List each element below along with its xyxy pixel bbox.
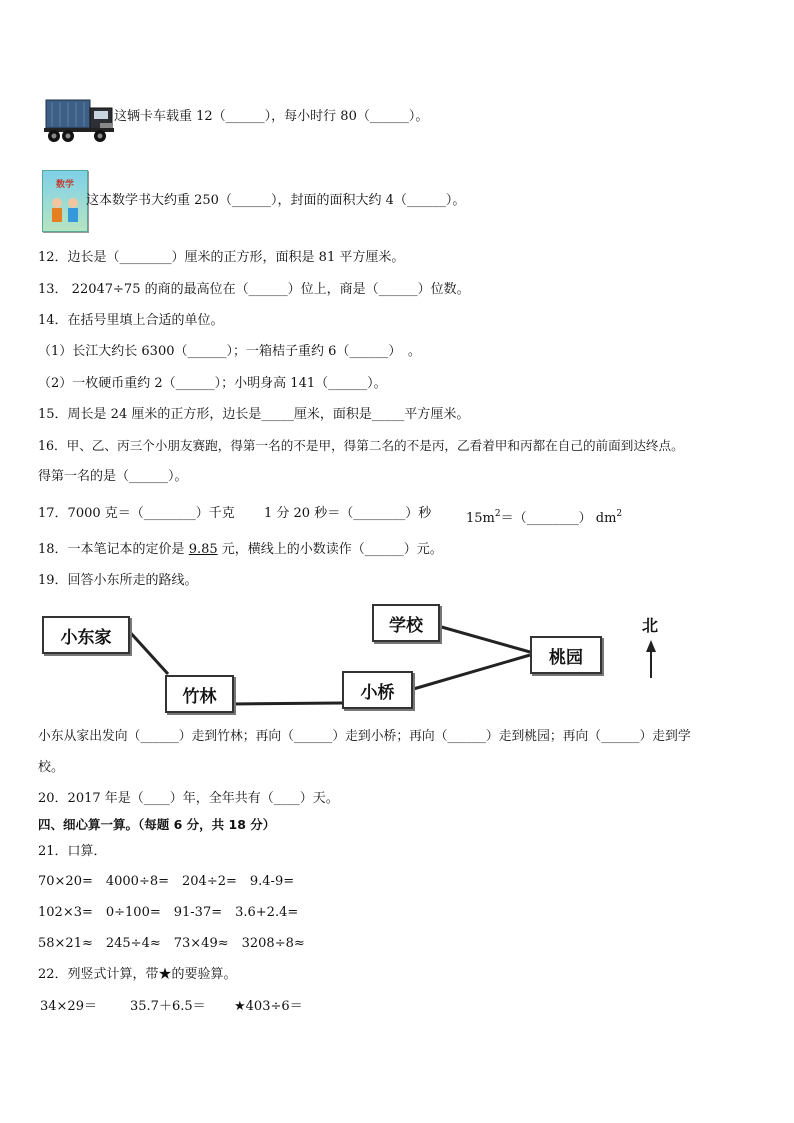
q17-part3: [466, 505, 622, 528]
q22-title: 22．列竖式计算，带★的要验算。: [38, 967, 237, 982]
q16-line1: 16．甲、乙、丙三个小朋友赛跑，得第一名的不是甲，得第二名的不是丙，乙看着甲和丙都在自己的前面到达终点。: [38, 438, 684, 453]
map-place-peach: 桃园: [530, 636, 602, 674]
q15: 15．周长是 24 厘米的正方形，边长是_____厘米，面积是_____平方厘米。: [38, 407, 470, 422]
q17-part3-a: 15m: [466, 511, 495, 526]
q16-line2: 得第一名的是（______）。: [38, 469, 188, 484]
q17-part3-sup2: 2: [616, 509, 623, 519]
book-cover-label: 数学: [55, 180, 74, 190]
q17-part3-b: ＝（________） dm: [500, 511, 617, 526]
q13: 13． 22047÷75 的商的最高位在（______）位上，商是（______）位数。: [38, 282, 470, 297]
map-place-bridge: 小桥: [342, 671, 413, 709]
q18-before: 18．一本笔记本的定价是: [38, 542, 189, 557]
map-place-bamboo: 竹林: [165, 675, 234, 713]
q18-price: 9.85: [188, 542, 218, 557]
q18: [38, 541, 443, 559]
q19-answer-line1: 小东从家出发向（______）走到竹林；再向（______）走到小桥；再向（______）走到桃园；再向（______）走到学: [38, 729, 691, 744]
q21-row1: 70×20= 4000÷8= 204÷2= 9.4-9=: [38, 874, 295, 889]
q17-part3-sup: 2: [494, 509, 501, 519]
q21-row2: 102×3= 0÷100= 91-37= 3.6+2.4=: [38, 905, 299, 920]
q17-part2: 1 分 20 秒＝（________）秒: [264, 506, 432, 521]
q14-item1: （1）长江大约长 6300（______）；一箱桔子重约 6（______） 。: [38, 344, 421, 359]
map-place-school: 学校: [372, 604, 440, 642]
children-illustration-icon: [47, 195, 83, 225]
section-4-title: 四、细心算一算。（每题 6 分，共 18 分）: [38, 817, 276, 832]
q18-after: 元，横线上的小数读作（______）元。: [217, 542, 443, 557]
math-book-icon: [42, 170, 88, 232]
q21-row3: 58×21≈ 245÷4≈ 73×49≈ 3208÷8≈: [38, 936, 305, 951]
q12: 12．边长是（________）厘米的正方形，面积是 81 平方厘米。: [38, 250, 405, 265]
q17-part1: 17．7000 克＝（________）千克: [38, 506, 235, 521]
q22-item-3: ★403÷6＝: [234, 999, 303, 1014]
q10-truck-text: 这辆卡车载重 12（______），每小时行 80（______）。: [114, 109, 429, 124]
truck-icon: [44, 96, 116, 144]
q20: 20．2017 年是（____）年，全年共有（____）天。: [38, 791, 339, 806]
q14-title: 14．在括号里填上合适的单位。: [38, 313, 224, 328]
q14-item2: （2）一枚硬币重约 2（______）；小明身高 141（______）。: [38, 376, 387, 391]
map-place-home: 小东家: [42, 616, 130, 654]
q10-book-text: 这本数学书大约重 250（______），封面的面积大约 4（______）。: [86, 193, 466, 208]
north-label: 北: [642, 616, 659, 635]
q22-item-2: 35.7＋6.5＝: [130, 999, 206, 1014]
q19-answer-line2: 校。: [38, 760, 65, 775]
q19-title: 19．回答小东所走的路线。: [38, 573, 198, 588]
q22-item-1: 34×29＝: [40, 999, 97, 1014]
q21-title: 21．口算．: [38, 844, 107, 859]
